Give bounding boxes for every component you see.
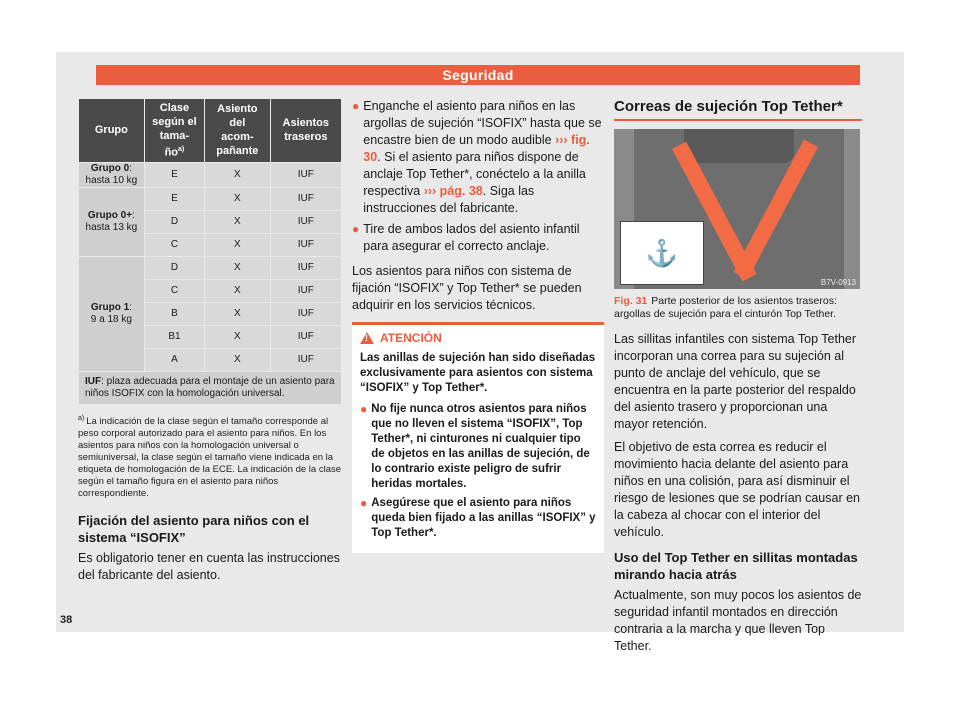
table-cell: IUF <box>271 257 341 279</box>
table-row <box>79 188 341 210</box>
group-cell: Grupo 0: hasta 10 kg <box>79 163 144 187</box>
isofix-intro: Es obligatorio tener en cuenta las instrucciones del fabricante del asiento. <box>78 550 340 582</box>
column-left <box>78 98 342 590</box>
warning-icon <box>360 332 374 344</box>
section-header: Seguridad <box>96 65 860 85</box>
bullet-text-c: . Siga las instrucciones del fabricante. <box>363 184 535 215</box>
table-cell: B <box>145 303 204 325</box>
bullet-icon: ● <box>352 222 360 236</box>
tether-paragraph: Las sillitas infantiles con sistema Top Tether incorporan una correa para su sujeción al punto de anclaje del vehículo, que se encuentra en la parte posterior del respaldo del asiento trasero y proporcionan una mayor retención. <box>614 332 857 431</box>
table-cell: X <box>205 188 269 210</box>
footnote-text: La indicación de la clase según el tamaño corresponde al peso corporal autorizado para el asiento para niños. En los asientos para niños con la homologación universal o semiuniversal, la clase según el tamaño viene indicada en la etiqueta de homologación de la ECE. La indicación de la clase según el tamaño figura en el asiento para niños correspondiente. <box>78 415 342 499</box>
table-cell: A <box>145 349 204 371</box>
list-item <box>360 402 596 492</box>
table-cell: B1 <box>145 326 204 348</box>
table-note <box>79 372 341 404</box>
table-cell: E <box>145 163 204 187</box>
bullet-icon: ● <box>360 402 368 416</box>
bullet-icon: ● <box>352 99 360 113</box>
note-text: : plaza adecuada para el montaje de un asiento para niños ISOFIX con la homologación universal. <box>85 375 335 399</box>
group-table <box>78 98 342 405</box>
table-cell: IUF <box>271 188 341 210</box>
section-title: Correas de sujeción Top Tether* <box>614 98 862 121</box>
figure-code: B7V-0913 <box>820 278 856 287</box>
header-line: Clase <box>159 102 190 114</box>
warning-box <box>352 322 604 553</box>
table-cell: D <box>145 257 204 279</box>
bullet-text: Tire de ambos lados del asiento infantil para asegurar el correcto anclaje. <box>363 222 580 253</box>
table-cell: IUF <box>271 280 341 302</box>
header-line: del <box>229 117 246 130</box>
header-line: acom- <box>221 131 254 144</box>
note-bold: IUF <box>85 375 102 387</box>
table-cell: IUF <box>271 234 341 256</box>
isofix-paragraph: Los asientos para niños con sistema de fijación “ISOFIX” y Top Tether* se pueden adquirir en los servicios técnicos. <box>352 264 582 312</box>
column-right <box>614 98 862 661</box>
header-line: según el <box>152 116 197 128</box>
page-number: 38 <box>60 614 73 626</box>
table-cell: X <box>205 234 269 256</box>
table-cell: IUF <box>271 326 341 348</box>
figure-number: Fig. 31 <box>614 295 648 307</box>
table-header-grupo: Grupo <box>79 99 144 162</box>
group-name: Grupo 1 <box>90 301 130 313</box>
tether-subtitle: Uso del Top Tether en sillitas montadas mirando hacia atrás <box>614 550 858 582</box>
group-range: hasta 10 kg <box>85 174 138 186</box>
table-cell: IUF <box>271 349 341 371</box>
bullet-text <box>363 98 604 217</box>
group-range: 9 a 18 kg <box>90 313 132 325</box>
group-cell: Grupo 1: 9 a 18 kg <box>79 257 144 371</box>
table-cell: X <box>205 326 269 348</box>
table-cell: E <box>145 188 204 210</box>
table-cell: C <box>145 234 204 256</box>
figure-caption <box>614 295 862 321</box>
table-cell: D <box>145 211 204 233</box>
table-header-clase <box>145 99 204 162</box>
group-range: hasta 13 kg <box>85 221 138 233</box>
group-cell: Grupo 0+: hasta 13 kg <box>79 188 144 256</box>
footnote-ref: a) <box>178 146 185 153</box>
column-middle <box>352 98 604 553</box>
table-row <box>79 257 341 279</box>
list-item <box>360 496 596 541</box>
list-item <box>352 221 604 255</box>
table-cell: X <box>205 257 269 279</box>
table-header-traseros <box>271 99 341 162</box>
table-row <box>79 163 341 187</box>
table-cell: X <box>205 303 269 325</box>
warning-title: ATENCIÓN <box>380 331 442 345</box>
table-note-row <box>79 372 341 404</box>
fig-link[interactable]: ››› fig. 30 <box>363 133 590 164</box>
bullet-text: No fije nunca otros asientos para niños que no lleven el sistema “ISOFIX”, Top Tether*, ni cinturones ni cualquier tipo de objetos en las anillas de sujeción, de lo contrario existe peligro de sufrir heridas mortales. <box>371 403 590 490</box>
footnote <box>78 413 342 500</box>
header-line: traseros <box>284 131 328 144</box>
header-line: tama- <box>159 130 190 142</box>
anchor-icon: ⚓ <box>620 221 704 285</box>
warning-text: Las anillas de sujeción han sido diseñadas exclusivamente para asientos con sistema “ISOFIX” y Top Tether*. <box>360 352 596 394</box>
table-cell: X <box>205 280 269 302</box>
warning-header <box>360 331 596 345</box>
table-cell: X <box>205 349 269 371</box>
table-header-asiento <box>205 99 269 162</box>
header-line: ño <box>164 146 179 159</box>
caption-text: Parte posterior de los asientos traseros: argollas de sujeción para el cinturón Top Tether. <box>614 295 837 320</box>
figure-image <box>614 129 860 289</box>
page-link[interactable]: ››› pág. 38 <box>423 184 483 198</box>
header-line: pañante <box>216 145 259 158</box>
table-cell: X <box>205 163 269 187</box>
list-item <box>352 98 604 217</box>
header-line: Asiento <box>217 103 258 116</box>
bullet-text-a: Enganche el asiento para niños en las argollas de sujeción “ISOFIX” hasta que se encastre bien de un modo audible <box>363 99 602 147</box>
bullet-text-b: . Si el asiento para niños dispone de anclaje Top Tether*, conéctelo a la anilla respectiva <box>363 150 586 198</box>
table-cell: IUF <box>271 163 341 187</box>
table-cell: C <box>145 280 204 302</box>
bullet-text: Asegúrese que el asiento para niños queda bien fijado a las anillas “ISOFIX” y Top Tether*. <box>371 497 596 539</box>
group-name: Grupo 0 <box>90 162 130 174</box>
bullet-icon: ● <box>360 496 368 510</box>
headrest <box>684 129 794 163</box>
tether-paragraph: Actualmente, son muy pocos los asientos de seguridad infantil montados en dirección contraria a la marcha y que lleven Top Tether. <box>614 588 862 653</box>
table-cell: X <box>205 211 269 233</box>
table-cell: IUF <box>271 211 341 233</box>
isofix-title: Fijación del asiento para niños con el sistema “ISOFIX” <box>78 512 310 545</box>
header-line: Asientos <box>282 117 329 130</box>
group-name: Grupo 0+ <box>87 209 133 221</box>
footnote-mark: a) <box>78 414 85 422</box>
table-cell: IUF <box>271 303 341 325</box>
tether-paragraph: El objetivo de esta correa es reducir el movimiento hacia delante del asiento para niños en una colisión, para así disminuir el riesgo de lesiones que se podrían causar en la cabeza al chocar con el interior del vehículo. <box>614 440 860 539</box>
